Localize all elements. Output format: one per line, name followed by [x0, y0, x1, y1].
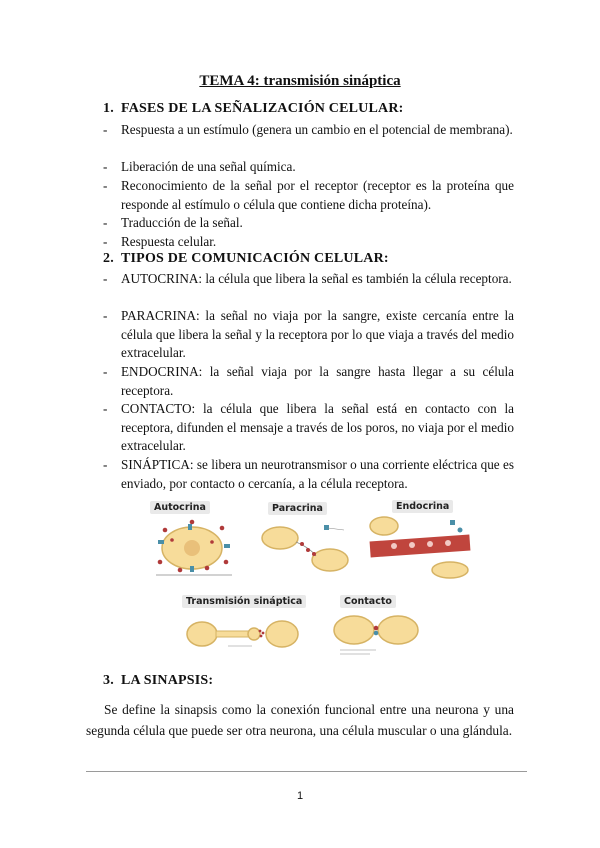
contacto-label: Contacto [340, 595, 396, 608]
page-number: 1 [296, 790, 304, 802]
section-3-number: 3. [103, 673, 114, 688]
list-item-text: AUTOCRINA: la célula que libera la señal es también la célula receptora. [121, 271, 512, 286]
section-1-number: 1. [103, 101, 114, 116]
list-item: - Traducción de la señal. [103, 214, 514, 233]
sinaptica-label: Transmisión sináptica [182, 595, 306, 608]
list-item-text: Liberación de una señal química. [121, 159, 296, 174]
list-item-text: Respuesta a un estímulo (genera un cambio en el potencial de membrana). [121, 122, 513, 137]
list-item: - CONTACTO: la célula que libera la señal está en contacto con la receptora, difunden el mensaje a través de los poros, no viaja por el medio extracelular. [103, 400, 514, 456]
section-2-number: 2. [103, 251, 114, 266]
list-item-text: ENDOCRINA: la señal viaja por la sangre hasta llegar a su célula receptora. [121, 364, 514, 398]
list-item-text: CONTACTO: la célula que libera la señal está en contacto con la receptora, difunden el mensaje a través de los poros, no viaja por el medio extracelular. [121, 401, 514, 454]
list-item: - AUTOCRINA: la célula que libera la señal es también la célula receptora. [103, 270, 514, 289]
paracrina-figure [258, 500, 354, 580]
list-item: - PARACRINA: la señal no viaja por la sangre, existe cercanía entre la célula que libera la señal y la receptora por lo que viaja a través del medio extracelular. [103, 307, 514, 363]
list-item: - Liberación de una señal química. [103, 158, 514, 177]
list-item: - Respuesta celular. [103, 233, 514, 252]
list-item-text: Reconocimiento de la señal por el receptor (receptor es la proteína que responde al estímulo o célula que contiene dicha proteína). [121, 178, 514, 212]
list-item-text: PARACRINA: la señal no viaja por la sangre, existe cercanía entre la célula que libera la señal y la receptora por lo que viaja a través del medio extracelular. [121, 308, 514, 361]
footer-divider [86, 771, 527, 772]
sinapsis-paragraph: Se define la sinapsis como la conexión funcional entre una neurona y una segunda célula que puede ser otra neurona, una célula muscular o una glándula. [86, 702, 514, 738]
list-item: - Reconocimiento de la señal por el receptor (receptor es la proteína que responde al estímulo o célula que contiene dicha proteína). [103, 177, 514, 214]
list-item: - SINÁPTICA: se libera un neurotransmisor o una corriente eléctrica que es enviado, por contacto o cercanía, a la célula receptora. [103, 456, 514, 493]
list-item: - Respuesta a un estímulo (genera un cambio en el potencial de membrana). [103, 121, 514, 140]
list-item-text: Traducción de la señal. [121, 215, 243, 230]
list-item-text: Respuesta celular. [121, 234, 217, 249]
contacto-figure [326, 594, 432, 660]
autocrina-label: Autocrina [150, 501, 210, 514]
sinaptica-figure [178, 594, 308, 658]
section-3-title: LA SINAPSIS: [121, 673, 214, 688]
list-item: - ENDOCRINA: la señal viaja por la sangre hasta llegar a su célula receptora. [103, 363, 514, 400]
autocrina-figure [140, 500, 252, 580]
endocrina-figure [364, 498, 476, 580]
section-2-title: TIPOS DE COMUNICACIÓN CELULAR: [121, 251, 389, 266]
endocrina-label: Endocrina [392, 500, 453, 513]
page-title: TEMA 4: transmisión sináptica [199, 73, 401, 89]
paracrina-label: Paracrina [268, 502, 327, 515]
section-1-title: FASES DE LA SEÑALIZACIÓN CELULAR: [121, 101, 404, 116]
list-item-text: SINÁPTICA: se libera un neurotransmisor o una corriente eléctrica que es enviado, por contacto o cercanía, a la célula receptora. [121, 457, 514, 491]
